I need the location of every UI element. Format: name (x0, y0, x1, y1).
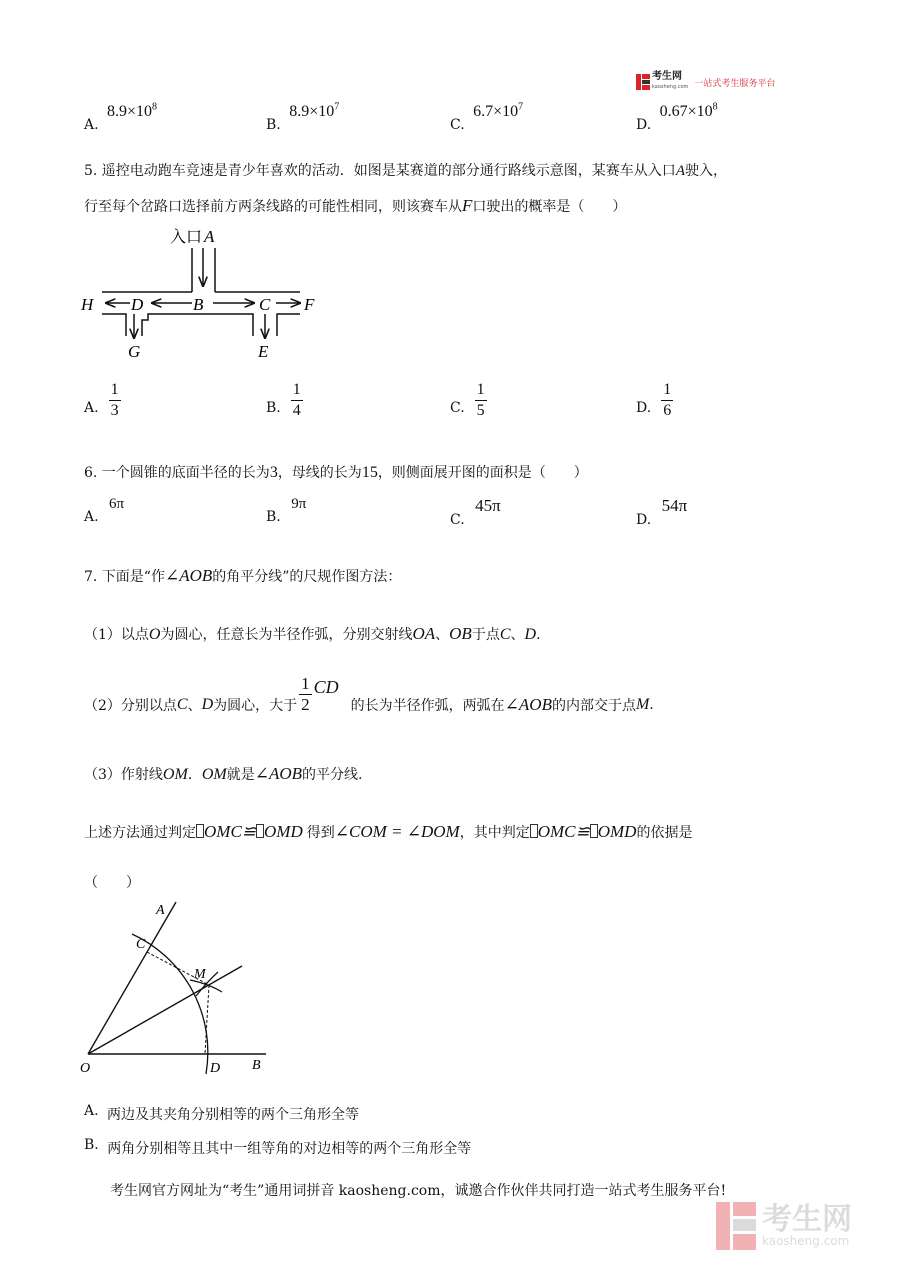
svg-text:D: D (210, 1061, 221, 1076)
kaosheng-logo-icon (636, 74, 650, 90)
q4-option-c[interactable]: C. $6.7\times 10^7$ (450, 102, 524, 134)
q7-option-b[interactable]: B. 两角分别相等且其中一组等角的对边相等的两个三角形全等 (84, 1137, 472, 1157)
q5-option-c[interactable]: C. $\frac{1}{5}$ (450, 381, 485, 419)
watermark-brand: 考生网 (762, 1202, 852, 1237)
svg-text:C: C (136, 937, 146, 952)
q5-option-d[interactable]: D. $\frac{1}{6}$ (636, 381, 672, 419)
q7-conclusion: 上述方法通过判定 OMC≌ OMD 得到∠COM = ∠DOM，其中判定 OMC≌ OMD的依据是 (84, 822, 693, 841)
q4-option-d[interactable]: D. $0.67\times 10^8$ (636, 102, 718, 134)
q7-stem: 7. 下面是“作∠AOB的角平分线”的尺规作图方法： (84, 566, 402, 585)
q7-step-1: （1）以点O为圆心，任意长为半径作弧，分别交射线OA、OB于点C、D. (84, 624, 541, 643)
arc-CD (132, 934, 208, 1074)
q4-option-b[interactable]: B. $8.9\times 10^7$ (266, 102, 340, 134)
q4-option-a[interactable]: A. $8.9\times 10^8$ (84, 102, 158, 134)
svg-text:A: A (204, 227, 215, 246)
svg-text:B: B (193, 295, 204, 314)
watermark (716, 1202, 852, 1250)
svg-text:D: D (131, 295, 144, 314)
q7-option-a[interactable]: A. 两边及其夹角分别相等的两个三角形全等 (84, 1103, 360, 1123)
triangle-icon (590, 824, 598, 838)
q6-stem: 6. 一个圆锥的底面半径的长为3，母线的长为15，则侧面展开图的面积是（ ） (84, 464, 588, 481)
svg-text:H: H (81, 295, 94, 314)
q7-step-2: （2）分别以点 C 、 D 为圆心，大于 $\frac{1}{2}$ CD 的长为半径作弧，两弧在 ∠AOB 的内部交于点 M . (84, 674, 654, 714)
q6-option-c[interactable]: C. 45π (450, 496, 501, 528)
ray-OM (88, 966, 242, 1054)
q6-option-a[interactable]: A. 6π (84, 496, 125, 525)
q6-option-b[interactable]: B. 9π (266, 496, 307, 525)
q5-option-b[interactable]: B. $\frac{1}{4}$ (266, 381, 301, 419)
q5-track-diagram (78, 222, 328, 364)
svg-text:F: F (304, 295, 315, 314)
triangle-icon (196, 824, 204, 838)
watermark-domain: kaosheng.com (762, 1234, 850, 1248)
svg-text:O: O (80, 1061, 91, 1076)
triangle-icon (530, 824, 538, 838)
q5-option-a[interactable]: A. $\frac{1}{3}$ (84, 381, 119, 419)
entry-label: 入口 (170, 227, 203, 246)
svg-text:M: M (194, 967, 206, 982)
q5-stem-line2: 行至每个岔路口选择前方两条线路的可能性相同，则该赛车从F口驶出的概率是（ ） (84, 196, 627, 215)
header-domain: kaosheng.com (652, 84, 689, 90)
header-logo (636, 72, 775, 92)
q7-step-3: （3）作射线OM．OM就是∠AOB的平分线. (84, 764, 363, 783)
svg-text:A: A (156, 903, 165, 918)
watermark-logo-icon (716, 1202, 756, 1250)
triangle-icon (256, 824, 264, 838)
svg-text:B: B (252, 1058, 261, 1073)
q6-option-d[interactable]: D. 54π (636, 496, 688, 528)
q7-answer-paren: （ ） (84, 875, 140, 891)
svg-text:E: E (258, 342, 269, 361)
svg-text:G: G (128, 342, 141, 361)
svg-text:C: C (259, 295, 271, 314)
segment-DM (205, 985, 209, 1054)
q7-angle-bisector-diagram (76, 898, 276, 1078)
q5-stem-line1: 5. 遥控电动跑车竞速是青少年喜欢的活动．如图是某赛道的部分通行路线示意图，某赛车从入口A驶入， (84, 163, 727, 179)
header-brand: 考生网 (652, 71, 682, 82)
ray-OA (88, 902, 176, 1054)
header-slogan: 一站式考生服务平台 (694, 78, 776, 89)
footer-text: 考生网官方网址为“考生”通用词拼音 kaosheng.com，诚邀合作伙伴共同打造一站式考生服务平台! (110, 1183, 727, 1199)
